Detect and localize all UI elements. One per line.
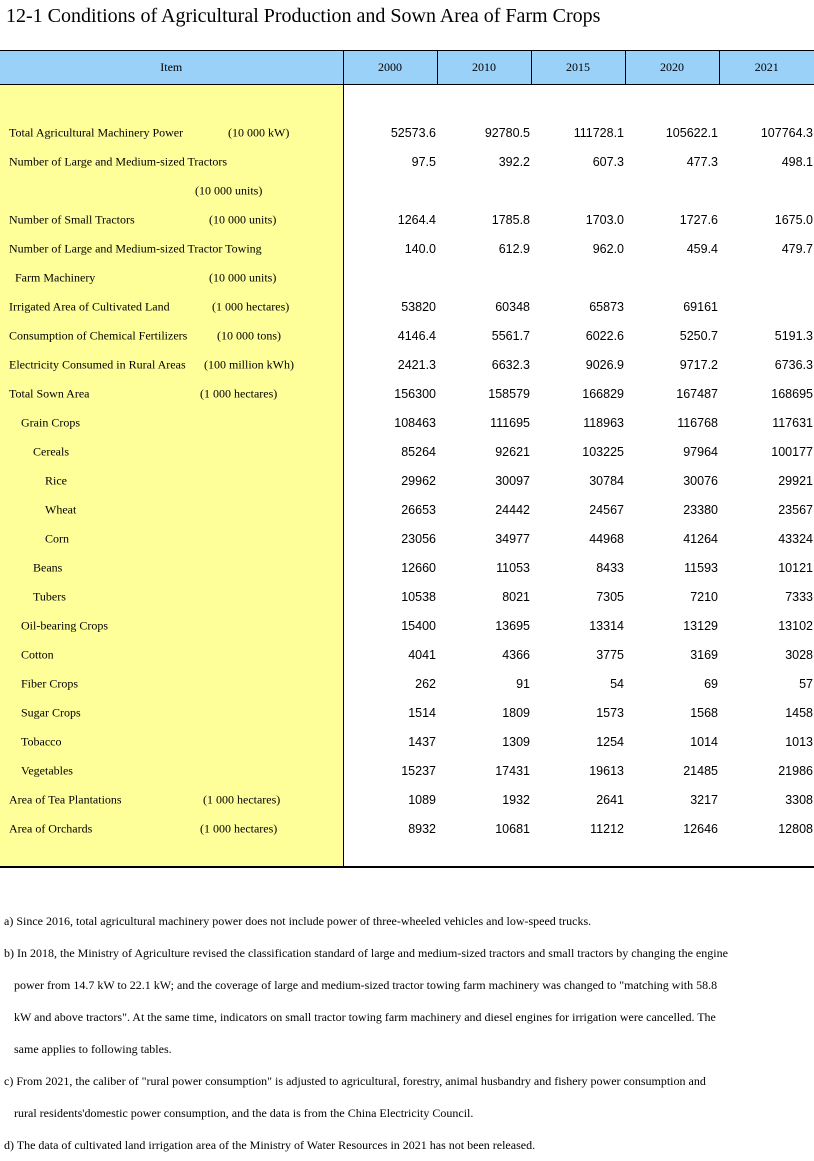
table-row — [0, 524, 814, 553]
value-cell: 1254 — [596, 734, 624, 749]
value-cell: 29962 — [401, 473, 436, 488]
value-cell: 6632.3 — [491, 357, 530, 372]
table-row — [0, 147, 814, 176]
bottom-cell — [0, 843, 343, 867]
value-cell: 1932 — [502, 792, 530, 807]
table-row — [0, 669, 814, 698]
value-cell: 6736.3 — [774, 357, 813, 372]
value-cell: 5250.7 — [679, 328, 718, 343]
value-cell: 108463 — [394, 415, 436, 430]
value-cell: 167487 — [676, 386, 718, 401]
item-cell — [0, 408, 343, 437]
value-cell: 1437 — [408, 734, 436, 749]
value-cell: 44968 — [589, 531, 624, 546]
value-cell: 962.0 — [592, 241, 624, 256]
item-label: Area of Orchards — [9, 821, 93, 835]
table-row — [0, 205, 814, 234]
footnote-c-continued: rural residents'domestic power consumption, and the data is from the China Electricity Council. — [14, 1106, 474, 1120]
item-cell — [0, 263, 343, 292]
value-cell: 92621 — [495, 444, 530, 459]
item-label: Farm Machinery — [15, 270, 96, 284]
table-row — [0, 756, 814, 785]
value-cell: 103225 — [582, 444, 624, 459]
value-cell: 158579 — [488, 386, 530, 401]
table-row — [0, 321, 814, 350]
value-cell: 5191.3 — [774, 328, 813, 343]
value-cell: 54 — [610, 676, 624, 691]
item-cell — [0, 466, 343, 495]
value-cell: 4366 — [502, 647, 530, 662]
value-cell: 116768 — [677, 415, 718, 430]
value-cell: 3028 — [785, 647, 813, 662]
item-unit: (100 million kWh) — [204, 357, 294, 371]
value-cell: 1703.0 — [585, 212, 624, 227]
table-row — [0, 553, 814, 582]
value-cell: 9717.2 — [679, 357, 718, 372]
footnote-b-continued: kW and above tractors". At the same time, indicators on small tractor towing farm machinery and diesel engines for irrigation were cancelled. The — [14, 1010, 716, 1024]
value-cell: 479.7 — [781, 241, 813, 256]
table-row — [0, 379, 814, 408]
table-bottom-row — [0, 843, 814, 867]
value-cell: 2641 — [596, 792, 624, 807]
value-cell: 1514 — [408, 705, 436, 720]
value-cell: 3308 — [785, 792, 813, 807]
value-cell: 13129 — [683, 618, 718, 633]
value-cell: 9026.9 — [585, 357, 624, 372]
table-row — [0, 698, 814, 727]
bottom-cell — [437, 843, 531, 867]
value-cell: 34977 — [495, 531, 530, 546]
header-year: 2020 — [625, 51, 719, 85]
value-cell: 1458 — [785, 705, 813, 720]
item-label: Sugar Crops — [21, 705, 81, 719]
value-cell: 52573.6 — [390, 125, 436, 140]
item-label: Tubers — [33, 589, 66, 603]
bottom-cell — [531, 843, 625, 867]
value-cell: 92780.5 — [484, 125, 530, 140]
value-cell: 498.1 — [781, 154, 813, 169]
value-cell: 53820 — [401, 299, 436, 314]
table-row — [0, 176, 814, 205]
value-cell: 7305 — [596, 589, 624, 604]
footnote-b: b) In 2018, the Ministry of Agriculture revised the classification standard of large and medium-sized tractors and small tractors by changing the engine — [4, 946, 728, 960]
item-label: Area of Tea Plantations — [9, 792, 122, 806]
item-cell — [0, 669, 343, 698]
value-cell: 11212 — [590, 821, 624, 836]
value-cell: 11593 — [684, 560, 718, 575]
value-cell: 12646 — [683, 821, 718, 836]
value-cell: 111728.1 — [573, 125, 624, 140]
value-cell: 1013 — [785, 734, 813, 749]
item-label: Electricity Consumed in Rural Areas — [9, 357, 186, 371]
data-table-container — [0, 50, 814, 868]
item-cell — [0, 785, 343, 814]
value-cell: 15400 — [401, 618, 436, 633]
value-cell: 21986 — [778, 763, 813, 778]
footnotes — [4, 905, 810, 1161]
table-row — [0, 350, 814, 379]
value-cell — [719, 263, 814, 292]
item-unit: (1 000 hectares) — [200, 386, 278, 400]
value-cell — [625, 176, 719, 205]
item-label: Irrigated Area of Cultivated Land — [9, 299, 170, 313]
value-cell: 23380 — [683, 502, 718, 517]
value-cell: 4041 — [408, 647, 436, 662]
bottom-cell — [719, 843, 814, 867]
item-label: Number of Large and Medium-sized Tractor Towing — [9, 241, 262, 255]
item-cell — [0, 553, 343, 582]
value-cell: 1089 — [408, 792, 436, 807]
spacer-row — [0, 85, 814, 119]
value-cell: 11053 — [496, 560, 530, 575]
value-cell: 23567 — [778, 502, 813, 517]
table-row — [0, 292, 814, 321]
table-row — [0, 263, 814, 292]
value-cell: 1727.6 — [679, 212, 718, 227]
item-cell — [0, 234, 343, 263]
value-cell: 459.4 — [686, 241, 718, 256]
table-row — [0, 785, 814, 814]
value-cell: 111695 — [490, 415, 530, 430]
value-cell: 97964 — [683, 444, 718, 459]
item-label: Total Agricultural Machinery Power — [9, 125, 184, 139]
table-row — [0, 408, 814, 437]
item-unit: (10 000 kW) — [228, 125, 290, 139]
item-cell — [0, 176, 343, 205]
value-cell: 8433 — [596, 560, 624, 575]
page-title: 12-1 Conditions of Agricultural Production and Sown Area of Farm Crops — [6, 5, 601, 27]
value-cell: 1675.0 — [774, 212, 813, 227]
value-cell: 7333 — [785, 589, 813, 604]
item-label: Fiber Crops — [21, 676, 78, 690]
value-cell: 117631 — [772, 415, 813, 430]
footnote-a: a) Since 2016, total agricultural machinery power does not include power of three-wheeled vehicles and low-speed trucks. — [4, 914, 592, 928]
item-cell — [0, 350, 343, 379]
value-cell: 477.3 — [686, 154, 718, 169]
item-cell — [0, 698, 343, 727]
table-row — [0, 437, 814, 466]
value-cell: 262 — [415, 676, 436, 691]
item-cell — [0, 205, 343, 234]
item-unit: (10 000 tons) — [217, 328, 281, 342]
value-cell: 43324 — [778, 531, 813, 546]
item-cell — [0, 640, 343, 669]
item-label: Tobacco — [21, 734, 62, 748]
item-cell — [0, 524, 343, 553]
value-cell: 10121 — [778, 560, 813, 575]
item-label: Total Sown Area — [9, 386, 90, 400]
item-cell — [0, 118, 343, 147]
value-cell: 1264.4 — [397, 212, 436, 227]
item-label: Number of Small Tractors — [9, 212, 135, 226]
item-cell — [0, 147, 343, 176]
value-cell: 3217 — [690, 792, 718, 807]
value-cell: 2421.3 — [397, 357, 436, 372]
value-cell: 3775 — [596, 647, 624, 662]
value-cell: 13695 — [495, 618, 530, 633]
item-label: Beans — [33, 560, 63, 574]
item-label: Corn — [45, 531, 69, 545]
value-cell — [719, 292, 814, 321]
item-cell — [0, 437, 343, 466]
value-cell: 15237 — [401, 763, 436, 778]
item-cell — [0, 495, 343, 524]
value-cell: 8932 — [408, 821, 436, 836]
value-cell: 8021 — [502, 589, 530, 604]
value-cell: 21485 — [683, 763, 718, 778]
value-cell: 612.9 — [498, 241, 530, 256]
item-label: Cotton — [21, 647, 54, 661]
value-cell: 1785.8 — [491, 212, 530, 227]
value-cell: 91 — [516, 676, 530, 691]
value-cell: 100177 — [771, 444, 813, 459]
value-cell — [343, 263, 437, 292]
item-cell — [0, 611, 343, 640]
value-cell: 5561.7 — [491, 328, 530, 343]
item-cell — [0, 756, 343, 785]
footnote-d: d) The data of cultivated land irrigation area of the Ministry of Water Resources in 2021 has not been released. — [4, 1138, 536, 1152]
item-label: Grain Crops — [21, 415, 80, 429]
value-cell: 13102 — [778, 618, 813, 633]
value-cell — [437, 263, 531, 292]
value-cell: 29921 — [778, 473, 813, 488]
data-table — [0, 50, 814, 868]
value-cell: 30784 — [589, 473, 624, 488]
item-cell — [0, 292, 343, 321]
footnote-b-continued: same applies to following tables. — [14, 1042, 172, 1056]
value-cell: 23056 — [401, 531, 436, 546]
bottom-cell — [343, 843, 437, 867]
value-cell: 607.3 — [592, 154, 624, 169]
table-row — [0, 234, 814, 263]
table-row — [0, 466, 814, 495]
item-unit: (1 000 hectares) — [203, 792, 281, 806]
footnote-c: c) From 2021, the caliber of "rural power consumption" is adjusted to agricultural, forestry, animal husbandry and fishery power consumption and — [4, 1074, 706, 1088]
item-unit: (10 000 units) — [195, 183, 263, 197]
item-label: Vegetables — [21, 763, 73, 777]
item-unit: (1 000 hectares) — [200, 821, 278, 835]
value-cell: 6022.6 — [585, 328, 624, 343]
value-cell: 69161 — [683, 299, 718, 314]
table-row — [0, 814, 814, 843]
value-cell — [343, 176, 437, 205]
header-item: Item — [0, 51, 343, 85]
value-cell: 166829 — [582, 386, 624, 401]
header-year: 2021 — [719, 51, 814, 85]
value-cell: 1309 — [502, 734, 530, 749]
table-row — [0, 495, 814, 524]
table-row — [0, 582, 814, 611]
item-cell — [0, 321, 343, 350]
value-cell — [437, 176, 531, 205]
value-cell: 12660 — [401, 560, 436, 575]
value-cell: 168695 — [771, 386, 813, 401]
item-label: Cereals — [33, 444, 69, 458]
value-cell: 1568 — [690, 705, 718, 720]
value-cell: 65873 — [589, 299, 624, 314]
item-unit: (10 000 units) — [209, 270, 277, 284]
value-cell: 10538 — [401, 589, 436, 604]
value-cell: 60348 — [495, 299, 530, 314]
item-unit: (1 000 hectares) — [212, 299, 290, 313]
value-cell: 85264 — [401, 444, 436, 459]
item-label: Number of Large and Medium-sized Tractors — [9, 154, 228, 168]
value-cell — [719, 176, 814, 205]
item-cell — [0, 727, 343, 756]
table-row — [0, 727, 814, 756]
table-body — [0, 85, 814, 868]
header-year: 2010 — [437, 51, 531, 85]
item-label: Wheat — [45, 502, 77, 516]
table-row — [0, 611, 814, 640]
value-cell: 41264 — [683, 531, 718, 546]
value-cell: 140.0 — [404, 241, 436, 256]
header-year: 2000 — [343, 51, 437, 85]
value-cell: 1809 — [502, 705, 530, 720]
value-cell — [531, 176, 625, 205]
item-unit: (10 000 units) — [209, 212, 277, 226]
value-cell: 156300 — [394, 386, 436, 401]
value-cell: 57 — [799, 676, 813, 691]
value-cell: 17431 — [495, 763, 530, 778]
item-cell — [0, 582, 343, 611]
value-cell: 7210 — [690, 589, 718, 604]
value-cell: 10681 — [495, 821, 530, 836]
header-year: 2015 — [531, 51, 625, 85]
item-label: Oil-bearing Crops — [21, 618, 108, 632]
item-cell — [0, 379, 343, 408]
value-cell: 118963 — [583, 415, 624, 430]
value-cell: 97.5 — [411, 154, 436, 169]
value-cell: 1014 — [690, 734, 718, 749]
value-cell: 12808 — [778, 821, 813, 836]
value-cell: 30097 — [495, 473, 530, 488]
value-cell: 19613 — [589, 763, 624, 778]
value-cell: 26653 — [401, 502, 436, 517]
item-label: Consumption of Chemical Fertilizers — [9, 328, 188, 342]
table-row — [0, 118, 814, 147]
value-cell: 1573 — [596, 705, 624, 720]
item-cell — [0, 814, 343, 843]
value-cell: 69 — [704, 676, 718, 691]
value-cell: 24442 — [495, 502, 530, 517]
value-cell: 30076 — [683, 473, 718, 488]
table-header-row — [0, 51, 814, 85]
item-label: Rice — [45, 473, 67, 487]
value-cell: 13314 — [589, 618, 624, 633]
value-cell: 3169 — [690, 647, 718, 662]
value-cell: 392.2 — [498, 154, 530, 169]
footnote-b-continued: power from 14.7 kW to 22.1 kW; and the coverage of large and medium-sized tractor towing farm machinery was changed to "matching with 58.8 — [14, 978, 718, 992]
bottom-cell — [625, 843, 719, 867]
value-cell — [531, 263, 625, 292]
value-cell: 24567 — [589, 502, 624, 517]
value-cell — [625, 263, 719, 292]
value-cell: 4146.4 — [397, 328, 436, 343]
table-row — [0, 640, 814, 669]
value-cell: 107764.3 — [760, 125, 813, 140]
value-cell: 105622.1 — [665, 125, 718, 140]
